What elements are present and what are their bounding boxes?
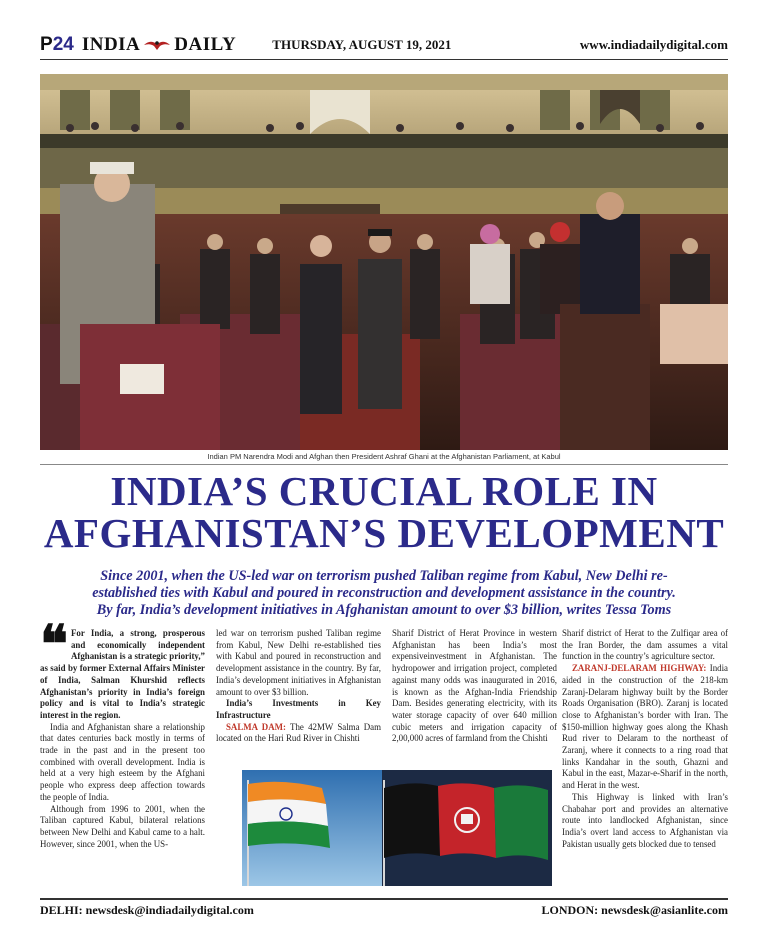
article-paragraph: Sharif District of Herat Province in western Afghanistan has been India’s most expensiveinvestment in Afghanistan. The hydropower and irrigation project, completed against many odds was inaugurated in 2016, is known as the Afghan-India Friendship Dam. Besides generating electricity, with its water storage capacity of over 640 million cubic meters and irrigation capacity of 2,00,000 acres of farmland from the Chishti	[392, 628, 557, 744]
section-subhead: India’s Investments in Key Infrastructure	[216, 698, 381, 720]
article-paragraph: This Highway is linked with Iran’s Chabahar port and provides an alternative route into landlocked Afghanistan, since India’s overt land access to Afghanistan via Pakistan usually gets blocked due to tensed	[562, 791, 728, 849]
afghanistan-flag-icon	[384, 783, 548, 860]
page-number	[40, 34, 74, 56]
site-url-link[interactable]: www.indiadailydigital.com	[579, 36, 728, 52]
footer-london-email[interactable]: LONDON: newsdesk@asianlite.com	[541, 903, 728, 917]
article-paragraph: Although from 1996 to 2001, when the Taliban captured Kabul, bilateral relations between New Delhi and Kabul came to a halt. However, since 2001, when the US-	[40, 803, 205, 849]
standfirst-line-1: Since 2001, when the US-led war on terrorism pushed Taliban regime from Kabul, New Delhi re-	[100, 568, 668, 584]
pull-quote: For India, a strong, prosperous and economically independent Afghanistan is a strategic priority,” as said by former External Affairs Minister of India, Salman Khurshid reflects Afghanistan’s priority in India’s foreign policy and is vital to India’s strategic interest in the region.	[40, 628, 205, 720]
article-paragraph: India and Afghanistan share a relationship that dates centuries back mostly in terms of trade in the past and in the present too combined with overall development. India is held at a very high esteem by the Afghani people who express deep affection towards the people of India.	[40, 721, 205, 802]
pull-quote-paragraph	[40, 617, 205, 722]
parliament-scene-image	[40, 74, 728, 450]
salma-dam-kicker: SALMA DAM:	[226, 721, 286, 732]
salma-dam-text: The 42MW Salma Dam located on the Hari Rud River in Chishti	[216, 721, 381, 744]
footer-divider	[40, 898, 728, 900]
masthead	[40, 30, 728, 60]
article-paragraph: led war on terrorism pushed Taliban regime from Kabul, New Delhi re-established ties with Kabul and poured in reconstruction and development assistance in the country. By far, India’s development initiatives in Afghanistan amount to over $3 billion.	[216, 628, 381, 697]
lead-photo	[40, 74, 728, 450]
eagle-emblem-icon	[142, 38, 172, 52]
standfirst	[40, 568, 728, 619]
article-column-3	[392, 628, 557, 745]
zaranj-highway-text: India aided in the construction of the 218-km Zaranj-Delaram highway built by the Border Roads Organisation (BRO). Zaranj is located close to Afghanistan’s border with Iran. The $150-million highway goes along the Khash Rud river to Delaram to the northeast of Zaranj, where it connects to a ring road that links Kandahar in the south, Ghazni and Kabul in the east, Mazar-e-Sharif in the north, and Herat in the west.	[562, 663, 728, 791]
brand-logo	[82, 34, 236, 56]
salma-dam-paragraph	[216, 722, 381, 745]
article-column-4	[562, 628, 728, 850]
issue-date: THURSDAY, AUGUST 19, 2021	[272, 36, 452, 52]
standfirst-line-3: By far, India’s development initiatives in Afghanistan amount to over $3 billion, writes Tessa Toms	[96, 602, 672, 618]
headline	[40, 470, 728, 554]
india-afghanistan-flags-image	[242, 770, 552, 886]
brand-right: DAILY	[174, 33, 237, 55]
page-number-value: 24	[52, 33, 74, 55]
footer	[40, 903, 728, 918]
quote-mark-icon: ❝	[40, 617, 68, 674]
footer-delhi-email[interactable]: DELHI: newsdesk@indiadailydigital.com	[40, 903, 254, 917]
headline-line-2: AFGHANISTAN’S DEVELOPMENT	[43, 510, 725, 556]
standfirst-line-2: established ties with Kabul and poured in reconstruction and development assistance in the country.	[92, 585, 676, 601]
page-prefix: P	[40, 33, 53, 55]
zaranj-highway-paragraph	[562, 663, 728, 792]
caption-divider	[40, 464, 728, 465]
flags-image	[242, 770, 552, 886]
india-flag-icon	[248, 782, 330, 848]
article-column-1	[40, 617, 205, 850]
article-paragraph: Sharif district of Herat to the Zulfiqar area of the Iran Border, the dam assumes a vital function in the country’s agriculture sector.	[562, 628, 728, 662]
photo-caption: Indian PM Narendra Modi and Afghan then President Ashraf Ghani at the Afghanistan Parliament, at Kabul	[207, 452, 561, 461]
article-column-2	[216, 628, 381, 745]
headline-line-1: INDIA’S CRUCIAL ROLE IN	[110, 468, 658, 514]
zaranj-highway-kicker: ZARANJ-DELARAM HIGHWAY:	[572, 663, 707, 674]
brand-left: INDIA	[81, 33, 141, 55]
